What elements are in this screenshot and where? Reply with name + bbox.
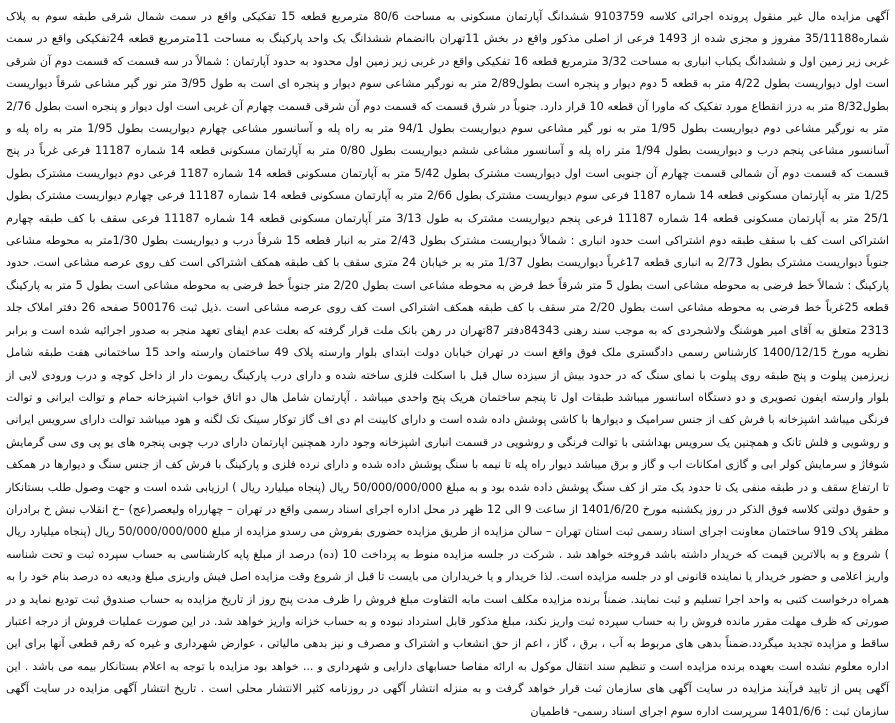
auction-notice-text: آگهی مزایده مال غیر منقول پرونده اجرائی کلاسه 9103759 ششدانگ آپارتمان مسکونی به مساحت 80/6 مترمربع قطعه 15 تفکیکی واقع در سمت شمال شرقی طبقه سوم به پلاک شماره35/11188 مفروز و مجزی شده از 1493 فرعی از اصلی مذکور واقع در بخش 11تهران باانضمام ششدانگ یک واحد پارکینگ به مساحت 11مترمربع قطعه 24تفکیکی واقع در سمت غربی زیر زمین اول و ششدانگ یکباب انباری به مساحت 3/32 مترمربع قطعه 16 تفکیکی واقع در غربی زیر زمین اول محدود به حدود آپارتمان : شمالاً در سه قسمت که قسمت دوم آن شرقی است اول دیواریست بطول 4/22 متر به قطعه 5 دوم دیوار و پنجره است بطول2/89 متر به نورگیر مشاعی سوم دیوار و پنجره ای است به طول 3/95 متر نور گیر مشاعی شرقاً دیواریست بطول8/32 متر به درز انقطاع مورد تفکیک که ماورا آن قطعه 10 قرار دارد. جنوباً در شرق قسمت که قسمت دوم آن شرقی قسمت چهارم آن غربی است اول دیوار و پنجره است بطول 2/76 متر به نورگیر مشاعی دوم دیواریست بطول 1/95 متر به نور گیر مشاعی سوم دیواریست بطول 94/1 متر به راه پله و آسانسور مشاعی چهارم دیواریست بطول 1/95 متر به راه پله و آسانسور مشاعی پنجم درب و دیواریست بطول 1/94 متر راه پله و آسانسور مشاعی ششم دیواریست بطول 0/80 متر به آپارتمان مسکونی قطعه 14 شماره 11187 فرعی غرباً در پنج قسمت که قسمت دوم آن شمالی قسمت چهارم آن جنوبی است اول دیواریست مشترک بطول 5/42 متر به آپارتمان مسکونی قطعه 14 شماره 1187 فرعی دوم دیواریست مشترک بطول 1/25 متر به آپارتمان مسکونی قطعه 14 شماره 1187 فرعی سوم دیواریست مشترک بطول 2/66 متر به آپارتمان مسکونی قطعه 14 شماره 11187 فرعی چهارم دیواریست مشترک بطول 25/1 متر به آپارتمان مسکونی قطعه 14 شماره 11187 فرعی پنجم دیواریست مشترک به طول 3/13 متر آپارتمان مسکونی قطعه 14 شماره 11187 فرعی سقف با کف طبقه چهارم اشتراکی است کف با سقف طبقه دوم اشتراکی است حدود انباری : شمالاً دیواریست مشترک بطول 2/43 متر به انبار قطعه 15 شرقاً درب و دیواریست بطول 1/30متر به محوطه مشاعی جنوباً دیواریست مشترک بطول 2/73 به انباری قطعه 17غرباً دیواریست بطول 1/37 متر به بر خیابان 24 متری سقف با کف طبقه همکف اشتراکی است کف روی عرصه مشاعی است. حدود پارکینگ : شمالاً خط فرضی به محوطه مشاعی است بطول 5 متر شرقاً خط فرض به محوطه مشاعی است بطول 2/20 متر جنوباً خط فرضی به محوطه مشاعی است بطول 5 متر به پارکینگ قطعه 25غرباً خط فرضی به محوطه مشاعی است بطول 2/20 متر سقف با کف طبقه همکف اشتراکی است کف روی عرصه مشاعی است .ذیل ثبت 500176 صفحه 26 دفتر املاک جلد 2313 متعلق به آقای امیر هوشنگ ولاشجردی که به موجب سند رهنی 84343دفتر 87تهران در رهن بانک ملت قرار گرفته که بعلت عدم ایفای تعهد منجر به صدور اجرائیه شده است و برابر نظریه مورخ 1400/12/15 کارشناس رسمی دادگستری ملک فوق واقع است در تهران خیابان دولت ابتدای بلوار وارسته پلاک 49 ساختمان وارسته واحد 15 ساختمانی هفت طبقه شامل زیرزمین پیلوت و پنج طبقه روی پیلوت با نمای سنگ که در حدود بیش از سیزده سال قبل با اسکلت فلزی ساخته شده و دارای درب پارکینگ ریموت دار از داخل کوچه و درب ورودی لابی از بلوار وارسته ایفون تصویری و دو دستگاه اسانسور میباشد طبقات اول تا پنجم ساختمان هریک پنج واحدی میباشد . آپارتمان شامل هال دو اتاق خواب اشپزخانه حمام و توالت ایرانی و توالت فرنگی میباشد اشپزخانه با فرش کف از جنس سرامیک و دیوارها با کاشی پوشش داده شده است و دارای کابینت ام دی اف گاز توکار سینک تک لگنه و هود میباشد توالت دارای سرویس ایرانی و روشویی و فلش تانک و همچنین یک سرویس بهداشتی با توالت فرنگی و روشویی در قسمت انباری اشپزخانه وجود دارد همچنین اپارتمان دارای درب چوبی پنجره های یو پی وی سی گرمایش شوفاژ و سرمایش کولر ابی و گازی امکانات اب و گاز و برق میباشد دیوار راه پله تا نیمه با سنگ پوشش داده شده و دارای نرده فلزی و پارکینگ با فرش کف از جنس سنگ و دیوارها در همکف تا ارتفاع سقف و در طبقه منفی یک تا حدود یک متر از کف سنگ پوشش داده شده بود و به مبلغ 50/000/000/000 ریال (پنجاه میلیارد ریال ) ارزیابی شده است و جهت وصول طلب بستانکار و حقوق دولتی کلاسه فوق الذکر در روز یکشنبه مورخ 1401/6/20 از ساعت 9 الی 12 ظهر در محل اداره اجرای اسناد رسمی واقع در تهران – چهارراه ولیعصر(عج) –خ انقلاب نبش خ برادران مظفر پلاک 919 ساختمان معاونت اجرای اسناد رسمی ثبت استان تهران – سالن مزایده از طریق مزایده حضوری بفروش می رسدو مزایده از مبلغ 50/000/000/000 ریال (پنجاه میلیارد ریال ) شروع و به بالاترین قیمت که خریدار داشته باشد فروخته خواهد شد . شرکت در جلسه مزایده منوط به پرداخت 10 (ده) درصد از مبلغ پایه کارشناسی به حساب سپرده ثبت و تحت شناسه واریز اعلامی و حضور خریدار یا نماینده قانونی او در جلسه مزایده است. لذا خریدار و یا خریداران می بایست تا قبل از شروع وقت مزایده اصل فیش واریزی مبلغ ودیعه ده درصد بنام خود را به همراه درخواست کتبی به واحد اجرا تسلیم و ثبت نمایند. ضمناً برنده مزایده مکلف است مابه التفاوت مبلغ فروش را ظرف مدت پنج روز از تاریخ مزایده به حساب صندوق ثبت تودیع نماید و در صورتی که ظرف مهلت مقرر مانده فروش را به حساب سپرده ثبت واریز نکند، مبلغ مذکور قابل استرداد نبوده و به حساب خزانه واریز خواهد شد. در این صورت عملیات فروش از درجه اعتبار ساقط و مزایده تجدید میگردد.ضمناً بدهی های مربوط به آب ، برق ، گاز ، اعم از حق انشعاب و اشتراک و مصرف و نیز بدهی مالیاتی ، عوارض شهرداری و غیره که رقم قطعی آنها برای این اداره معلوم نشده است بعهده برنده مزایده است و تنظیم سند انتقال موکول به ارائه مفاصا حسابهای دارایی و شهرداری و ... خواهد بود مزایده با توجه به اعلام بستانکار بیمه می باشد . این آگهی پس از تایید فرآیند مزایده در سایت آگهی های سازمان ثبت قرار خواهد گرفت و به منزله انتشار آگهی در روزنامه کثیر الانتشار محلی است . تاریخ انتشار آگهی مزایده در سایت آگهی سازمان ثبت : 1401/6/6 سرپرست اداره سوم اجرای اسناد رسمی- فاطمیان — [6, 10, 890, 718]
